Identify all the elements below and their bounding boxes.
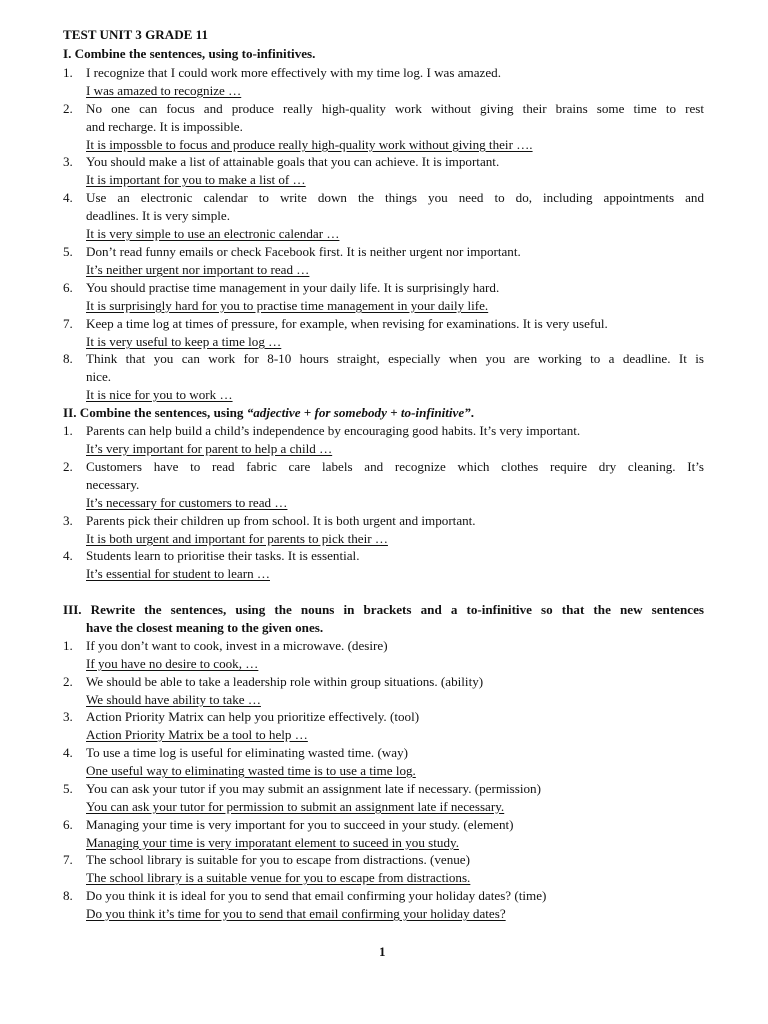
item-answer: It is impossble to focus and produce really high-quality work without giving their …. [86, 137, 533, 152]
item-answer: You can ask your tutor for permission to submit an assignment late if necessary. [86, 799, 505, 814]
item-question: You can ask your tutor if you may submit an assignment late if necessary. (permission) [86, 781, 541, 796]
item-question-cont: necessary. [86, 477, 140, 492]
item-question: Students learn to prioritise their tasks. It is essential. [86, 548, 360, 563]
item-number: 7. [63, 316, 73, 331]
item-question-cont: deadlines. It is very simple. [86, 208, 230, 223]
item-question: You should practise time management in your daily life. It is surprisingly hard. [86, 280, 500, 295]
section3-heading-cont: have the closest meaning to the given ones. [86, 620, 324, 635]
item-number: 4. [63, 548, 73, 563]
item-number: 7. [63, 852, 73, 867]
item-answer: It is nice for you to work … [86, 387, 233, 402]
item-question: Parents pick their children up from school. It is both urgent and important. [86, 513, 476, 528]
section2-heading-prefix: II. Combine the sentences, using [63, 405, 247, 420]
item-number: 2. [63, 101, 73, 116]
item-number: 1. [63, 65, 73, 80]
item-answer: It is both urgent and important for parents to pick their … [86, 531, 388, 546]
item-number: 2. [63, 674, 73, 689]
section2-heading [63, 404, 474, 421]
item-number: 2. [63, 459, 73, 474]
item-question-cont: and recharge. It is impossible. [86, 119, 243, 134]
item-number: 3. [63, 709, 73, 724]
item-question: The school library is suitable for you to escape from distractions. (venue) [86, 852, 470, 867]
item-number: 1. [63, 638, 73, 653]
item-question: Use an electronic calendar to write down the things you need to do, including appointments and [86, 190, 704, 205]
item-question: Managing your time is very important for you to succeed in your study. (element) [86, 817, 514, 832]
item-question: You should make a list of attainable goals that you can achieve. It is important. [86, 154, 500, 169]
item-number: 6. [63, 817, 73, 832]
item-answer: It is very useful to keep a time log … [86, 334, 282, 349]
item-number: 5. [63, 244, 73, 259]
item-answer: It’s neither urgent nor important to read … [86, 262, 310, 277]
item-number: 3. [63, 154, 73, 169]
item-question: No one can focus and produce really high-quality work without giving their brains some time to rest [86, 101, 704, 116]
item-answer: Action Priority Matrix be a tool to help … [86, 727, 308, 742]
item-number: 5. [63, 781, 73, 796]
item-question: Do you think it is ideal for you to send that email confirming your holiday dates? (time) [86, 888, 547, 903]
item-question: Action Priority Matrix can help you prioritize effectively. (tool) [86, 709, 420, 724]
item-number: 4. [63, 745, 73, 760]
item-question: Don’t read funny emails or check Facebook first. It is neither urgent nor important. [86, 244, 521, 259]
item-answer: It’s very important for parent to help a child … [86, 441, 333, 456]
item-question: Parents can help build a child’s independence by encouraging good habits. It’s very important. [86, 423, 581, 438]
page-number: 1 [379, 944, 386, 959]
item-question: We should be able to take a leadership role within group situations. (ability) [86, 674, 484, 689]
item-answer: Managing your time is very imporatant element to suceed in you study. [86, 835, 459, 850]
item-question: Think that you can work for 8-10 hours straight, especially when you are working to a deadline. It is [86, 351, 704, 366]
section2-heading-pattern: “adjective + for somebody + to-infinitive” [246, 405, 471, 420]
item-number: 8. [63, 351, 73, 366]
item-question: To use a time log is useful for eliminating wasted time. (way) [86, 745, 408, 760]
item-answer: I was amazed to recognize … [86, 83, 242, 98]
item-question: I recognize that I could work more effectively with my time log. I was amazed. [86, 65, 501, 80]
item-number: 6. [63, 280, 73, 295]
item-answer: It’s essential for student to learn … [86, 566, 270, 581]
item-answer: Do you think it’s time for you to send that email confirming your holiday dates? [86, 906, 506, 921]
item-number: 3. [63, 513, 73, 528]
item-answer: It is very simple to use an electronic calendar … [86, 226, 340, 241]
item-answer: One useful way to eliminating wasted time is to use a time log. [86, 763, 416, 778]
section3-heading: III. Rewrite the sentences, using the nouns in brackets and a to-infinitive so that the new sentences [63, 602, 704, 617]
item-answer: The school library is a suitable venue for you to escape from distractions. [86, 870, 471, 885]
item-question-cont: nice. [86, 369, 112, 384]
item-number: 4. [63, 190, 73, 205]
item-answer: It is important for you to make a list of … [86, 172, 306, 187]
item-question: If you don’t want to cook, invest in a microwave. (desire) [86, 638, 388, 653]
item-question: Customers have to read fabric care labels and recognize which clothes require dry cleaning. It’s [86, 459, 704, 474]
item-number: 8. [63, 888, 73, 903]
section1-heading: I. Combine the sentences, using to-infinitives. [63, 46, 316, 61]
item-answer: We should have ability to take … [86, 692, 261, 707]
item-answer: It is surprisingly hard for you to practise time management in your daily life. [86, 298, 489, 313]
item-number: 1. [63, 423, 73, 438]
doc-title: TEST UNIT 3 GRADE 11 [63, 27, 209, 42]
item-answer: It’s necessary for customers to read … [86, 495, 288, 510]
item-answer: If you have no desire to cook, … [86, 656, 259, 671]
item-question: Keep a time log at times of pressure, for example, when revising for examinations. It is very useful. [86, 316, 608, 331]
section2-heading-suffix: . [470, 405, 474, 420]
